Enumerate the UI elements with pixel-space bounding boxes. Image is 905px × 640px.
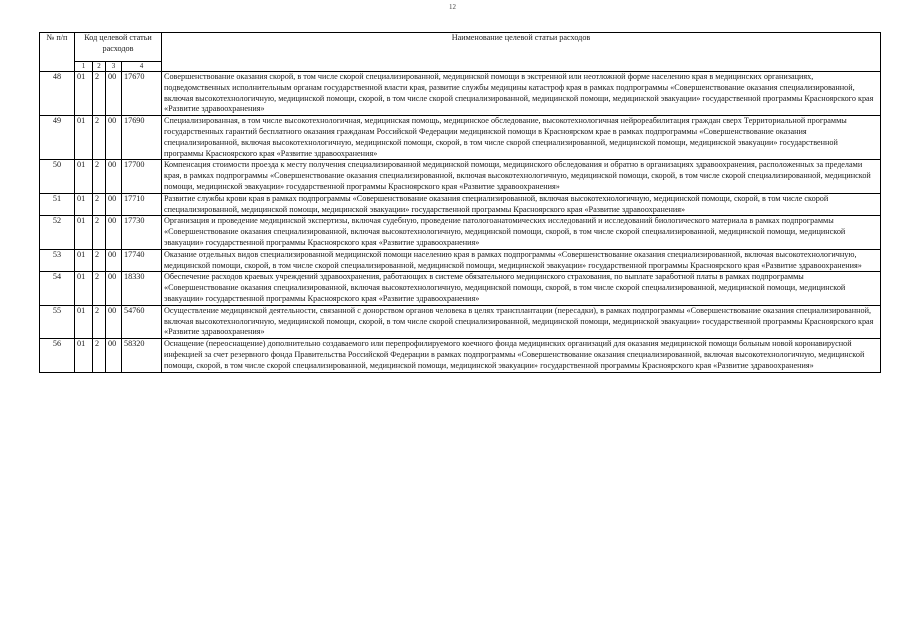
- row-number: 56: [40, 339, 75, 372]
- row-number: 51: [40, 193, 75, 216]
- code-program: 01: [75, 249, 93, 272]
- expense-name: Компенсация стоимости проезда к месту получения специализированной медицинской помощи, медицинского обследования и обратно в организациях здравоохранения, расположенных за пределами края, в рамках подпрограммы «Совершенствование оказания специализированной, включая высокотехнологичную, медицинской помощи, скорой, в том числе скорой специализированной, медицинской помощи, медицинской эвакуации» государственной программы Красноярского края «Развитие здравоохранения»: [162, 160, 881, 193]
- table-row: [40, 339, 881, 372]
- code-main-event: 00: [106, 116, 122, 160]
- table-row: [40, 193, 881, 216]
- code-main-event: 00: [106, 339, 122, 372]
- row-number: 55: [40, 305, 75, 338]
- table-row: [40, 160, 881, 193]
- col-number: 1: [75, 62, 93, 72]
- code-subprogram: 2: [93, 160, 106, 193]
- col-number: 2: [93, 62, 106, 72]
- table-row: [40, 249, 881, 272]
- code-program: 01: [75, 339, 93, 372]
- expense-name: Развитие службы крови края в рамках подпрограммы «Совершенствование оказания специализированной, включая высокотехнологичную, медицинской помощи, скорой, в том числе скорой специализированной, медицинской помощи, медицинской эвакуации» государственной программы Красноярского края «Развитие здравоохранения»: [162, 193, 881, 216]
- code-subprogram: 2: [93, 272, 106, 305]
- code-direction: 17690: [122, 116, 162, 160]
- code-program: 01: [75, 72, 93, 116]
- code-direction: 17700: [122, 160, 162, 193]
- row-number: 52: [40, 216, 75, 249]
- code-program: 01: [75, 305, 93, 338]
- code-main-event: 00: [106, 72, 122, 116]
- code-main-event: 00: [106, 305, 122, 338]
- header-name: Наименование целевой статьи расходов: [162, 33, 881, 72]
- code-main-event: 00: [106, 216, 122, 249]
- row-number: 54: [40, 272, 75, 305]
- table-row: [40, 272, 881, 305]
- page-number: 12: [449, 3, 456, 11]
- code-direction: 54760: [122, 305, 162, 338]
- expense-name: Обеспечение расходов краевых учреждений здравоохранения, работающих в системе обязательного медицинского страхования, по выплате заработной платы в рамках подпрограммы «Совершенствование оказания специализированной, включая высокотехнологичную, медицинской помощи, скорой, в том числе скорой специализированной, медицинской помощи, медицинской эвакуации» государственной программы Красноярского края «Развитие здравоохранения»: [162, 272, 881, 305]
- code-direction: 17730: [122, 216, 162, 249]
- expense-name: Совершенствование оказания скорой, в том числе скорой специализированной, медицинской помощи в экстренной или неотложной форме населению края в медицинских организациях, подведомственных исполнительным органам государственной власти края, развитие службы медицины катастроф края в рамках подпрограммы «Совершенствование оказания специализированной, включая высокотехнологичную, медицинской помощи, скорой, в том числе скорой специализированной, медицинской помощи, медицинской эвакуации» государственной программы Красноярского края «Развитие здравоохранения»: [162, 72, 881, 116]
- code-main-event: 00: [106, 249, 122, 272]
- row-number: 53: [40, 249, 75, 272]
- code-subprogram: 2: [93, 339, 106, 372]
- expense-name: Оказание отдельных видов специализированной медицинской помощи населению края в рамках подпрограммы «Совершенствование оказания специализированной, включая высокотехнологичную, медицинской помощи, скорой, в том числе скорой специализированной, медицинской помощи, медицинской эвакуации» государственной программы Красноярского края «Развитие здравоохранения»: [162, 249, 881, 272]
- code-program: 01: [75, 216, 93, 249]
- code-direction: 58320: [122, 339, 162, 372]
- code-subprogram: 2: [93, 72, 106, 116]
- expense-name: Оснащение (переоснащение) дополнительно создаваемого или перепрофилируемого коечного фонда медицинских организаций для оказания медицинской помощи больным новой коронавирусной инфекцией за счет резервного фонда Правительства Российской Федерации в рамках подпрограммы «Совершенствование оказания специализированной, включая высокотехнологичную, медицинской помощи, скорой, в том числе скорой специализированной, медицинской помощи, медицинской эвакуации» государственной программы Красноярского края «Развитие здравоохранения»: [162, 339, 881, 372]
- budget-table: [39, 32, 881, 373]
- expense-name: Осуществление медицинской деятельности, связанной с донорством органов человека в целях трансплантации (пересадки), в рамках подпрограммы «Совершенствование оказания специализированной, включая высокотехнологичную, медицинской помощи, скорой, в том числе скорой специализированной, медицинской помощи, медицинской эвакуации» государственной программы Красноярского края «Развитие здравоохранения»: [162, 305, 881, 338]
- table-row: [40, 116, 881, 160]
- code-program: 01: [75, 272, 93, 305]
- table-row: [40, 72, 881, 116]
- code-direction: 18330: [122, 272, 162, 305]
- table-row: [40, 216, 881, 249]
- code-direction: 17710: [122, 193, 162, 216]
- code-subprogram: 2: [93, 193, 106, 216]
- table-row: [40, 305, 881, 338]
- header-code: Код целевой статьи расходов: [75, 33, 162, 62]
- row-number: 50: [40, 160, 75, 193]
- code-subprogram: 2: [93, 305, 106, 338]
- col-number: 3: [106, 62, 122, 72]
- code-program: 01: [75, 160, 93, 193]
- code-main-event: 00: [106, 160, 122, 193]
- table-body: [40, 72, 881, 373]
- col-number: 4: [122, 62, 162, 72]
- row-number: 49: [40, 116, 75, 160]
- code-program: 01: [75, 116, 93, 160]
- code-direction: 17670: [122, 72, 162, 116]
- code-subprogram: 2: [93, 249, 106, 272]
- header-row: [40, 33, 881, 62]
- code-program: 01: [75, 193, 93, 216]
- code-main-event: 00: [106, 193, 122, 216]
- code-main-event: 00: [106, 272, 122, 305]
- code-subprogram: 2: [93, 116, 106, 160]
- expense-name: Специализированная, в том числе высокотехнологичная, медицинская помощь, медицинское обследование, высокотехнологичная нейрореабилитация граждан сверх Территориальной программы государственных гарантий бесплатного оказания гражданам Российской Федерации медицинской помощи в Красноярском крае в рамках подпрограммы «Совершенствование оказания специализированной, включая высокотехнологичную, медицинской помощи, скорой, в том числе скорой специализированной, медицинской помощи, медицинской эвакуации» государственной программы Красноярского края «Развитие здравоохранения»: [162, 116, 881, 160]
- code-subprogram: 2: [93, 216, 106, 249]
- expense-name: Организация и проведение медицинской экспертизы, включая судебную, проведение патологоанатомических исследований и исследований биологического материала в рамках подпрограммы «Совершенствование оказания специализированной, включая высокотехнологичную, медицинской помощи, скорой, в том числе скорой специализированной, медицинской помощи, медицинской эвакуации» государственной программы Красноярского края «Развитие здравоохранения»: [162, 216, 881, 249]
- code-direction: 17740: [122, 249, 162, 272]
- row-number: 48: [40, 72, 75, 116]
- header-num: № п/п: [40, 33, 75, 72]
